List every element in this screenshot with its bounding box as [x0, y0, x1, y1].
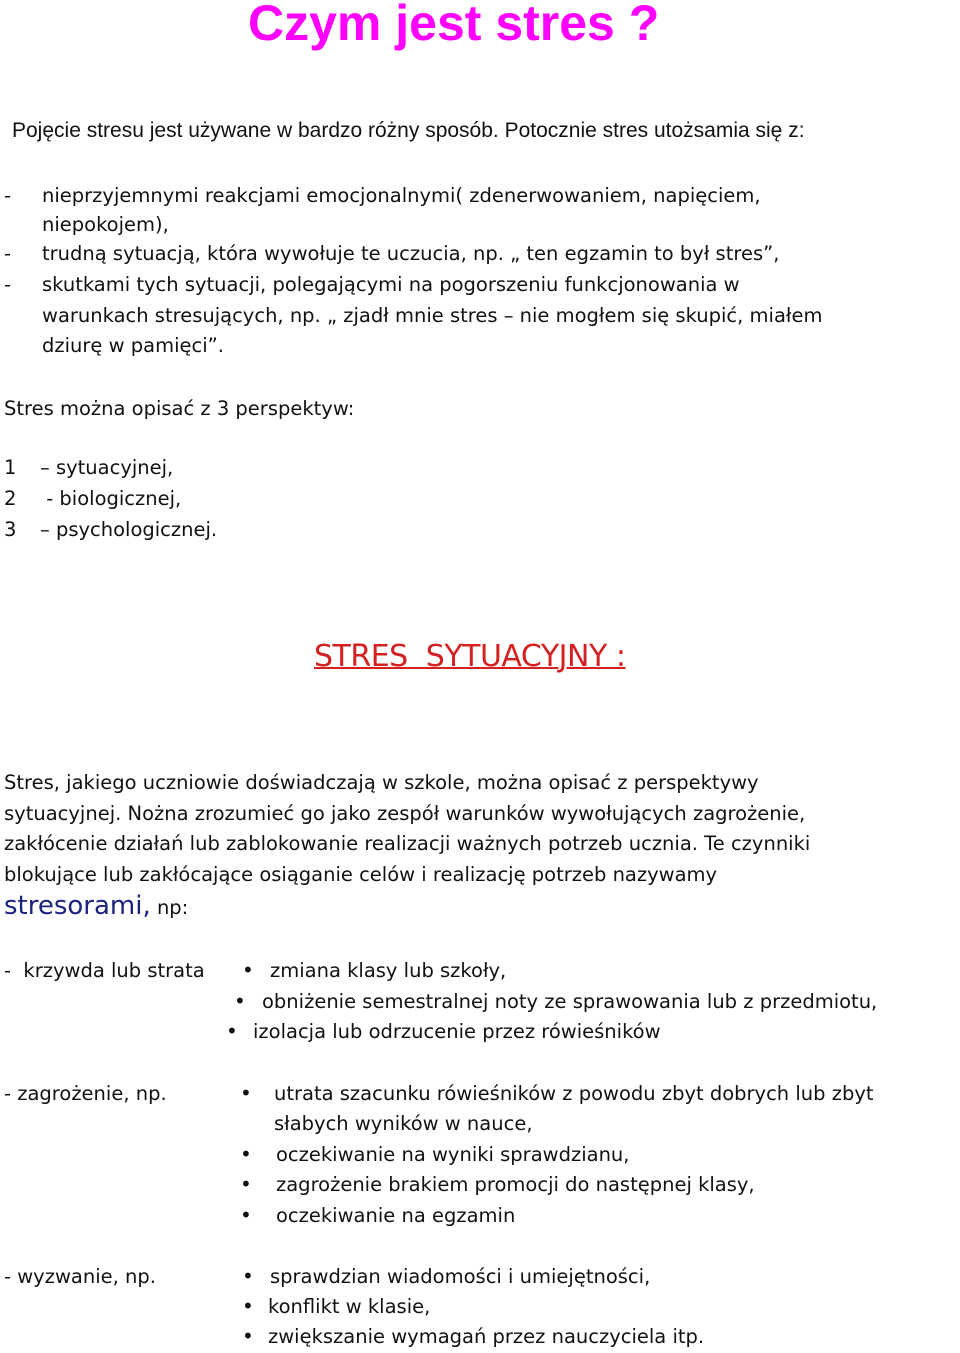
- bullet-icon: •: [240, 1172, 252, 1196]
- bullet-icon: •: [240, 1142, 252, 1166]
- perspective-label: – psychologicznej.: [40, 518, 218, 541]
- perspective-number: 2: [4, 487, 17, 510]
- paragraph-line-5: [4, 893, 188, 921]
- stresory-term: stresorami,: [4, 891, 151, 921]
- group-label-krzywda: - krzywda lub strata: [4, 959, 205, 982]
- list-dash: -: [4, 273, 12, 296]
- list-item-3-line-1: skutkami tych sytuacji, polegającymi na pogorszeniu funkcjonowania w: [42, 273, 740, 296]
- perspectives-intro: Stres można opisać z 3 perspektyw:: [4, 397, 355, 420]
- paragraph-line-2: sytuacyjnej. Nożna zrozumieć go jako zespół warunków wywołujących zagrożenie,: [4, 802, 806, 825]
- perspective-label: – sytuacyjnej,: [40, 456, 174, 479]
- group-label-wyzwanie: - wyzwanie, np.: [4, 1265, 156, 1288]
- list-item-1-line-2: niepokojem),: [42, 213, 169, 236]
- perspective-label: - biologicznej,: [40, 487, 182, 510]
- list-item: oczekiwanie na wyniki sprawdzianu,: [276, 1143, 630, 1166]
- bullet-icon: •: [226, 1019, 238, 1043]
- group-label-zagrozenie: - zagrożenie, np.: [4, 1082, 167, 1105]
- bullet-icon: •: [240, 1081, 252, 1105]
- list-item: oczekiwanie na egzamin: [276, 1204, 516, 1227]
- list-item: sprawdzian wiadomości i umiejętności,: [270, 1265, 651, 1288]
- page-title: Czym jest stres ?: [248, 0, 660, 51]
- list-item: konflikt w klasie,: [268, 1295, 431, 1318]
- paragraph-tail: np:: [150, 896, 189, 919]
- intro-text: Pojęcie stresu jest używane w bardzo różny sposób. Potocznie stres utożsamia się z:: [12, 119, 805, 142]
- section-heading: STRES SYTUACYJNY :: [314, 639, 626, 674]
- paragraph-line-1: Stres, jakiego uczniowie doświadczają w szkole, można opisać z perspektywy: [4, 771, 759, 794]
- paragraph-line-4: blokujące lub zakłócające osiąganie celów i realizację potrzeb nazywamy: [4, 863, 718, 886]
- paragraph-line-3: zakłócenie działań lub zablokowanie realizacji ważnych potrzeb ucznia. Te czynniki: [4, 832, 811, 855]
- list-item-1-line-1: nieprzyjemnymi reakcjami emocjonalnymi( zdenerwowaniem, napięciem,: [42, 184, 761, 207]
- perspective-number: 3: [4, 518, 17, 541]
- list-item-3-line-3: dziurę w pamięci”.: [42, 334, 224, 357]
- bullet-icon: •: [234, 989, 246, 1013]
- list-item: utrata szacunku rówieśników z powodu zbyt dobrych lub zbyt: [274, 1082, 874, 1105]
- list-dash: -: [4, 184, 12, 207]
- perspective-number: 1: [4, 456, 17, 479]
- bullet-icon: •: [242, 1324, 254, 1348]
- list-item: zmiana klasy lub szkoły,: [270, 959, 507, 982]
- bullet-icon: •: [242, 958, 254, 982]
- bullet-icon: •: [240, 1203, 252, 1227]
- list-item-3-line-2: warunkach stresujących, np. „ zjadł mnie stres – nie mogłem się skupić, miałem: [42, 304, 823, 327]
- list-item-continuation: słabych wyników w nauce,: [274, 1112, 533, 1135]
- list-item: izolacja lub odrzucenie przez rówieśników: [253, 1020, 661, 1043]
- list-item: obniżenie semestralnej noty ze sprawowania lub z przedmiotu,: [262, 990, 878, 1013]
- list-item: zagrożenie brakiem promocji do następnej klasy,: [276, 1173, 755, 1196]
- list-item-2: trudną sytuacją, która wywołuje te uczucia, np. „ ten egzamin to był stres”,: [42, 242, 780, 265]
- list-dash: -: [4, 242, 12, 265]
- list-item: zwiększanie wymagań przez nauczyciela itp.: [268, 1325, 705, 1348]
- bullet-icon: •: [242, 1294, 254, 1318]
- bullet-icon: •: [242, 1264, 254, 1288]
